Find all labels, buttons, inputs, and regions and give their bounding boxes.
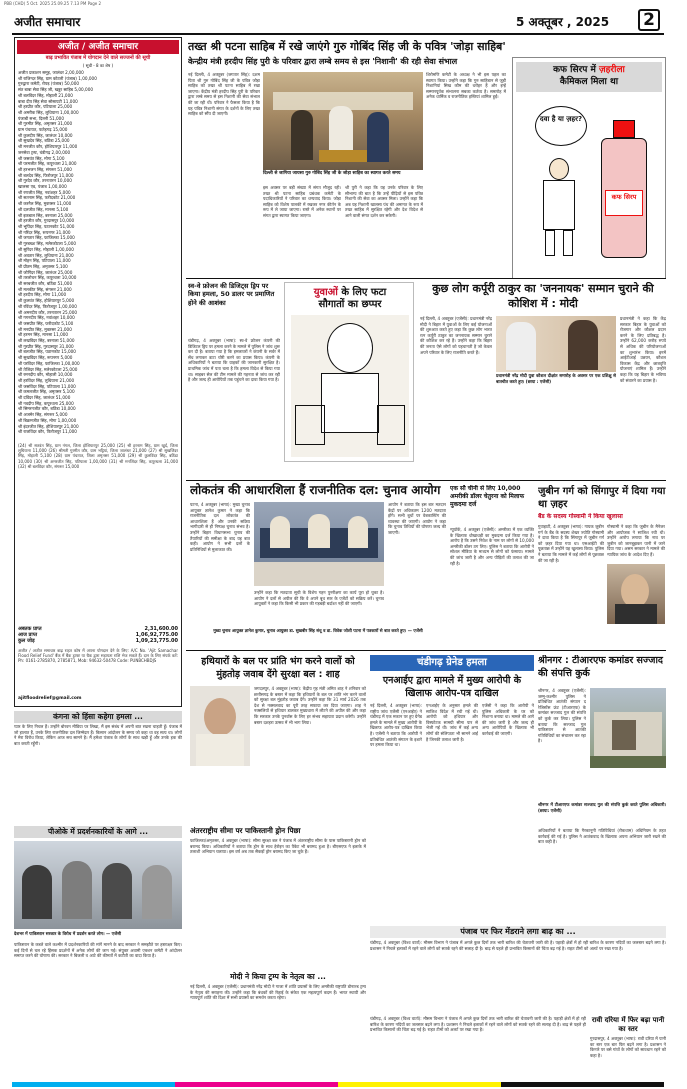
takht-col4: शिरोमणि कमेटी के अध्यक्ष ने भी इस पहल का स्वागत किया। उन्होंने कहा कि गुरु साहिबान से जुड़ी निशानियां सिख कौम की धरोहर हैं और इन्हें सम्मानपूर्वक संभालना सबका कर्तव्य है। समारोह में अनेक धार्मिक व राजनीतिक हस्तियां शामिल हुईं।: [426, 72, 506, 100]
total-row: आज प्राप्त 1,06,92,775.00: [18, 632, 178, 638]
college-body: चंडीगढ़, 4 अक्तूबर (भाषा): स्व-वे फ्रोजन कंपनी की डिजिटल ड्रिप पर हमला करने के मामले में पुलिस ने जांच शुरू कर दी है। बताया गया है कि हमलावरों ने कंपनी के सर्वर में सेंध लगाकर डाटा चोरी करने का प्रयास किया। कंपनी के अधिकारियों ने बताया कि ग्राहकों की जानकारी सुरक्षित है। प्राथमिक जांच में पता चला है कि हमला विदेश से किया गया था। साइबर सेल की टीम मामले की गहनता से जांच कर रही है और जल्द ही आरोपियों तक पहुंचने का दावा किया गया है।: [188, 338, 280, 383]
relief-row: श्री राजिन्दर सिंह, ग्राम कोटली (पंजाब) 1,00,000: [18, 75, 97, 81]
takht-col2: इस अवसर पर बड़ी संख्या में संगत मौजूद रही। तख्त श्री पटना साहिब प्रबंधक कमेटी के पदाधिकारियों ने परिवार का धन्यवाद किया। जोड़ा साहिब को विशेष पालकी में रखकर नगर कीर्तन के रूप में ले जाया जाएगा। रास्ते में अनेक स्थानों पर संगत द्वारा स्वागत किया जाएगा।: [263, 185, 341, 218]
punjab-body: चंडीगढ़, 4 अक्तूबर (विश्व वार्ता): मौसम विभाग ने पंजाब में अगले कुछ दिनों तक भारी बारिश की चेतावनी जारी की है। पहाड़ी क्षेत्रों में हो रही बारिश के कारण नदियों का जलस्तर बढ़ने लगा है। प्रशासन ने निचले इलाकों में रहने वाले लोगों को सतर्क रहने की सलाह दी है। बाढ़ से पहले ही प्रभावित किसानों की चिंता बढ़ गई है। राहत टीमों को अलर्ट पर रखा गया है।: [370, 940, 666, 951]
shah-photo: [190, 686, 250, 766]
punjab-body-cont: चंडीगढ़, 4 अक्तूबर (विश्व वार्ता): मौसम विभाग ने पंजाब में अगले कुछ दिनों तक भारी बारिश की चेतावनी जारी की है। पहाड़ी क्षेत्रों में हो रही बारिश के कारण नदियों का जलस्तर बढ़ने लगा है। प्रशासन ने निचले इलाकों में रहने वाले लोगों को सतर्क रहने की सलाह दी है। बाढ़ से पहले ही प्रभावित किसानों की चिंता बढ़ गई है। राहत टीमों को अलर्ट पर रखा गया है।: [370, 1016, 586, 1033]
relief-row: श्री जसवंत सिंह, मोगा 5,100: [18, 155, 65, 161]
relief-row: श्री मनजीत कौर, होशियारपुर 11,000: [18, 144, 78, 150]
print-slug: PBB (CHD) 5 Oct. 2025 25.09.25 7.13 PM Page 2: [4, 1, 102, 6]
relief-row: अजीत प्रकाशन समूह, जालंधर 2,00,000: [18, 70, 84, 75]
relief-row: श्री कुलदीप सिंह, जालंधर 10,000: [18, 132, 73, 138]
srinagar-caption: श्रीनगर में टीआरएफ कमांडर सज्जाद गुल की संपत्ति कुर्क करते पुलिस अधिकारी। (छाया: एजेंसी): [538, 802, 666, 813]
karpoori-col2: प्रधानमंत्री ने कहा कि केंद्र सरकार बिहार के युवाओं को रोजगार और कौशल प्रदान करने के लिए प्रतिबद्ध है। उन्होंने 62,000 करोड़ रुपये से अधिक की परियोजनाओं का शुभारंभ किया। इनमें आईटीआई उन्नयन, कौशल विकास केंद्र और छात्रवृत्ति योजनाएं शामिल हैं। उन्होंने कहा कि यह बिहार के भविष्य को संवारने का प्रयास है।: [620, 316, 666, 383]
election-photo: [254, 502, 384, 586]
relief-row: श्री सुखविंदर सिंह, रूपनगर 5,000: [18, 355, 73, 361]
relief-row: श्री जसप्रीत सिंह, फरीदकोट 5,100: [18, 320, 74, 326]
college-headline: स्व-वे फ्रोजन की डिजिट्स ड्रिप पर किया हमला, 50 डालर पर प्रमाणित होने की आशंका: [188, 282, 275, 307]
relief-row: श्री बलजीत सिंह, पठानकोट 15,000: [18, 349, 76, 355]
section-rule: [186, 650, 666, 651]
relief-row: श्री राजविंदर कौर, फिरोजपुर 11,000: [18, 429, 77, 435]
relief-row: श्री मनप्रीत सिंह, मुक्तसर 21,000: [18, 326, 72, 332]
youth-banner: [284, 282, 414, 462]
zubeen-photo: [607, 564, 665, 624]
relief-row: श्री तरलोचन सिंह, कपूरथला 10,000: [18, 275, 77, 281]
relief-row: श्री इकबाल सिंह, बरनाला 25,000: [18, 212, 73, 218]
relief-row: पंजाबी सभा, दिल्ली 51,000: [18, 115, 65, 121]
karpoori-headline: कुछ लोग कर्पूरी ठाकुर का 'जननायक' सम्मान चुराने की कोशिश में : मोदी: [432, 282, 654, 310]
relief-row: श्री हरविंदर सिंह, लुधियाना 21,000: [18, 377, 75, 383]
zubeen-body: गुवाहाटी, 4 अक्तूबर (भाषा): गायक जुबीन गर्ग के बैंड के सदस्य शेखर ज्योति गोस्वामी ने दावा किया है कि सिंगापुर में जुबीन गर्ग को ज़हर दिया गया था। एसआईटी की पूछताछ में उन्होंने यह खुलासा किया। पुलिस ने बताया कि मामले में कई लोगों से पूछताछ की जा रही है।: [538, 524, 604, 563]
takht-col3: श्री पुरी ने कहा कि यह उनके परिवार के लिए सौभाग्य की बात है कि उन्हें पीढ़ियों से इस पवित्र निशानी की सेवा का अवसर मिला। उन्होंने कहा कि अब यह निशानी खालसा पंथ की अमानत के रूप में तख्त साहिब में सुरक्षित रहेगी और देश विदेश से आने वाली संगत दर्शन कर सकेगी।: [345, 185, 423, 218]
relief-row: श्री अजमेर सिंह, संगरूर 5,000: [18, 412, 68, 418]
relief-row: बाबा दीप सिंह सेवा सोसायटी 11,000: [18, 98, 78, 104]
cartoon-box: [512, 57, 666, 279]
relief-row: श्री गुरमीत सिंह, अमृतसर 31,000: [18, 121, 73, 127]
relief-row: श्री लखविंदर सिंह, बरनाला 51,000: [18, 338, 75, 344]
grenade-col3: एजेंसी ने कहा कि आरोपी ने पुलिस अधिकारी के घर को निशाना बनाया था। मामले की आगे की जांच जारी है और जल्द ही अन्य आरोपियों के खिलाफ भी कार्रवाई की जाएगी।: [482, 703, 534, 736]
takht-caption: दिल्ली से जागिया जायसा गुरु गोबिंद सिंह जी के जोड़ा साहिब का स्वागत करते समय: [263, 171, 401, 176]
election-col1: पटना, 4 अक्तूबर (भाषा): मुख्य चुनाव आयुक्त ज्ञानेश कुमार ने कहा कि राजनीतिक दल लोकतंत्र की आधारशिला हैं और उनकी सक्रिय भागीदारी से ही निष्पक्ष चुनाव संभव है। उन्होंने बिहार विधानसभा चुनाव की तैयारियों की समीक्षा के बाद यह बात कही। आयोग ने सभी दलों के प्रतिनिधियों से मुलाकात की।: [190, 502, 250, 552]
grenade-col2: एनआईए के अनुसार हमले की साजिश विदेश में रची गई थी। आरोपी को हथियार और विस्फोटक सामग्री सीमा पार से भेजी गई थी। जांच में कई अन्य लोगों की संलिप्तता भी सामने आई है जिनकी तलाश जारी है।: [426, 703, 478, 742]
grenade-banner: चंडीगढ़ ग्रेनेड हमला: [370, 655, 534, 671]
relief-row: श्री गुरदेव कौर, तरनतारन 10,000: [18, 178, 72, 184]
relief-row: श्री कुलवंत सिंह, होशियारपुर 5,000: [18, 298, 75, 304]
ravi-headline: रावी दरिया में फिर बढ़ा पानी का स्तर: [591, 1016, 665, 1033]
pok-caption: देशभर में पाकिस्तान सरकार के विरोध में प्रदर्शन करते लोग। — एजेंसी: [14, 931, 122, 936]
karpoori-caption: प्रधानमंत्री नरेंद्र मोदी युवा कौशल दीक्षांत समारोह के अवसर पर एक प्रशिक्षु से बातचीत करते हुए। (छाया : एजेंसी): [496, 373, 616, 384]
relief-row: श्री प्रीतम सिंह, अमृतसर 5,100: [18, 263, 68, 269]
masthead-rule: [12, 33, 664, 35]
relief-list: [18, 70, 180, 440]
pok-headline: पीओके में प्रदर्शनकारियों के आगे ...: [14, 826, 182, 838]
shah-headline: हथियारों के बल पर प्रांति भंग करने वालों को मुंहतोड़ जवाब देंगे सुरक्षा बल : शाह: [201, 656, 355, 680]
total-row: कुल जोड़ 1,09,23,775.00: [18, 638, 178, 644]
total-row: अबतक प्राप्त 2,31,600.00: [18, 626, 178, 632]
relief-row: जनसेवा ट्रस्ट, चंडीगढ़ 2,00,000: [18, 149, 71, 155]
zubeen-body2: गोस्वामी ने कहा कि जुबीन के मैनेजर और आयोजक ने साजिश रची थी। उन्होंने आरोप लगाया कि नाव पर जुबीन को जानबूझकर पानी में जाने दिया गया। असम सरकार ने मामले की न्यायिक जांच के आदेश दिए हैं।: [607, 524, 665, 557]
relief-sub: ( सूची - 8 का शेष ): [82, 63, 114, 68]
grenade-headline: एनआईए द्वारा मामले में मुख्य आरोपी के खिलाफ आरोप-पत्र दाखिल: [382, 675, 522, 699]
section-rule: [186, 480, 666, 481]
relief-row: श्री सरबजीत कौर, बठिंडा 51,000: [18, 281, 73, 287]
karpoori-photo: [496, 316, 616, 372]
zubeen-headline: जुबीन गर्ग को सिंगापुर में दिया गया था ज़हर: [538, 486, 666, 510]
newspaper-name: अजीत समाचार: [14, 15, 81, 29]
relief-row: श्री अवतार सिंह, लुधियाना 21,000: [18, 252, 74, 258]
fraud-headline: एक सौ चीनी से लिए 10,000 अमरीकी डॉलर चेतुरना को मिलाफ मुकदमा दर्ज: [450, 485, 525, 508]
takht-col1: नई दिल्ली, 4 अक्तूबर (जगतार सिंह): दशम पिता श्री गुरु गोबिंद सिंह जी के पवित्र जोड़ा साहिब को तख्त श्री पटना साहिब में रखा जाएगा। केंद्रीय मंत्री हरदीप सिंह पुरी के परिवार द्वारा लम्बे समय से इस निशानी की सेवा संभाल की जा रही थी। परिवार ने फैसला किया है कि यह पवित्र निशानी संगत के दर्शनों के लिए तख्त साहिब को सौंप दी जाएगी।: [188, 72, 260, 117]
kangana-headline: कंगना को हिंसा कहेगा हमला ...: [14, 711, 182, 723]
relief-row: ग्राम पंचायत, फतेहगढ़ 15,000: [18, 127, 68, 133]
takht-subhead: केन्द्रीय मंत्री हरदीप सिंह पुरी के परिवार द्वारा लम्बे समय से इस 'निशानी' की रही सेवा संभाल: [188, 57, 458, 66]
edition-date: 5 अक्तूबर , 2025: [516, 15, 610, 29]
relief-row: श्री बलविंदर सिंह, मोहाली 21,000: [18, 92, 73, 98]
relief-row: श्री रमनदीप कौर, मोहाली 10,000: [18, 372, 73, 378]
election-headline: लोकतंत्र की आधारशिला हैं राजनीतिक दल: चुनाव आयोग: [190, 483, 441, 497]
relief-row: श्री तेजिंदर सिंह, मलेरकोटला 25,000: [18, 366, 78, 372]
trump-body: नई दिल्ली, 4 अक्तूबर (एजेंसी): प्रधानमंत्री नरेंद्र मोदी ने गाजा में शांति प्रयासों के लिए अमरीकी राष्ट्रपति डोनाल्ड ट्रम्प के नेतृत्व की सराहना की। उन्होंने कहा कि बंधकों की रिहाई के संकेत एक महत्वपूर्ण कदम हैं। भारत स्थायी और न्यायपूर्ण शांति की दिशा में सभी प्रयासों का समर्थन करता रहेगा।: [190, 984, 366, 1001]
punjab-headline: पंजाब पर फिर मेंडराने लगा बाढ़ का ...: [370, 926, 666, 938]
relief-bigtext: (24) श्री सतवंत सिंह, ग्राम नंगल, जिला होशियारपुर 25,000 (25) श्री हरनाम सिंह, ग्राम खुर्द, जिला लुधियाना 11,000 (26) श्रीमती गुरमीत कौर, ग्राम भट्टियां, जिला जालंधर 21,000 (27) श्री सुखजिंदर सिंह, मोहाली 5,100 (28) ग्राम पंचायत, जिला अमृतसर 51,000 (29) श्री कुलविंदर सिंह, बठिंडा 10,000 (30) श्री अमरजीत सिंह, पटियाला 1,00,000 (31) श्री मनजिंदर सिंह, कपूरथला 31,000 (32) श्री बलविंदर कौर, संगरूर 15,000: [18, 443, 178, 469]
section-rule: [186, 278, 666, 279]
relief-box: [14, 37, 182, 707]
relief-row: श्री अमरीक सिंह, लुधियाना 1,00,000: [18, 109, 79, 115]
relief-row: श्री गुरप्रीत सिंह, गुरदासपुर 31,000: [18, 343, 74, 349]
srinagar-headline: श्रीनगर : टीआरएफ कमांडर सज्जाद की संपत्ति कुर्क: [538, 655, 663, 679]
relief-row: श्री करनैल सिंह, मुक्तसर 11,000: [18, 201, 72, 207]
trump-headline: मोदी ने किया ट्रम्प के नेतृत्व का ...: [230, 972, 326, 981]
relief-row: श्री जगतार सिंह, फाजिल्का 15,000: [18, 235, 75, 241]
kangana-body: प्यार के लिए निचल हैं। उन्होंने बोरवन मीडिया पर लिखा, मैं इस संबंध में अपनी बात रखना चाहती हूँ। पंजाब में जो हालात हैं, उनके लिए राजनीतिक दल जिम्मेदार हैं। किसान आंदोलन के समय जो कहा था वह सत्य था। लोगों ने मेरा विरोध किया, लेकिन आज सच सामने है। मैं हमेशा पंजाब के लोगों के साथ खड़ी हूँ और उनके हक की बात करती रहूँगी।: [14, 724, 182, 746]
fraud-body: न्यूयॉर्क, 4 अक्तूबर (एजेंसी): अमरीका में एक व्यक्ति के खिलाफ धोखाधड़ी का मुकदमा दर्ज किया गया है। आरोप है कि उसने निवेश के नाम पर लोगों से 10,000 अमरीकी डॉलर ठग लिए। पुलिस ने बताया कि आरोपी ने सोशल मीडिया के माध्यम से लोगों को फंसाया। मामले की जांच जारी है और अन्य पीड़ितों की तलाश की जा रही है।: [450, 527, 534, 566]
relief-row: श्री नरिंदर सिंह, रूपनगर 31,000: [18, 229, 71, 235]
relief-row: श्री दलजीत सिंह, मानसा 5,100: [18, 206, 69, 212]
relief-row: श्री परमजीत सिंह, कपूरथला 21,000: [18, 161, 77, 167]
relief-row: श्री अमनदीप कौर, तरनतारन 25,000: [18, 309, 78, 315]
youth-title: युवाओं के लिए फटा सौगातों का छप्पर: [313, 287, 387, 310]
pok-photo: [14, 841, 182, 929]
relief-row: खालसा एड, पंजाब 1,00,000: [18, 184, 67, 190]
relief-footer: अजीत / अजीत समाचार बाढ़ राहत कोष में अपना योगदान देने के लिए: A/C No. 'Ajit Samachar Flood Relief Fund' बैंक में बैंक ड्राफ्ट या चैक द्वारा सहायता राशि भेज सकते हैं। दान के लिए संपर्क करें: Ph: 0161-2785870, 2785871, Mob: 94632-50478 Code: PUNBCHBDJS: [18, 648, 178, 663]
grenade-col1: नई दिल्ली, 4 अक्तूबर (भाषा): राष्ट्रीय जांच एजेंसी (एनआईए) ने चंडीगढ़ में एक मकान पर हुए ग्रेनेड हमले के मामले में मुख्य आरोपी के खिलाफ आरोप-पत्र दाखिल किया है। एजेंसी ने बताया कि आरोपी ने प्रतिबंधित आतंकी संगठन के इशारे पर हमला किया था।: [370, 703, 422, 748]
relief-row: श्री मलकीत सिंह, संगरूर 21,000: [18, 286, 72, 292]
karpoori-col1: नई दिल्ली, 4 अक्तूबर (एजेंसी): प्रधानमंत्री नरेंद्र मोदी ने बिहार में युवाओं के लिए कई योजनाओं की शुरुआत करते हुए कहा कि कुछ लोग भारत रत्न कर्पूरी ठाकुर का जननायक सम्मान चुराने की कोशिश कर रहे हैं। उन्होंने कहा कि बिहार की जनता ऐसे लोगों को पहचानती है जो केवल अपने परिवार के लिए राजनीति करते हैं।: [420, 316, 492, 355]
border-headline: अंतरराष्ट्रीय सीमा पर पाकिस्तानी ड्रोन पिछा: [190, 826, 301, 835]
relief-row: गुरुद्वारा कमेटी, रोपड़ (पंजाब) 50,000: [18, 81, 80, 87]
cartoon-man: [533, 158, 585, 258]
relief-row: श्री कमलजीत सिंह, अमृतसर 5,100: [18, 389, 75, 395]
srinagar-body: श्रीनगर, 4 अक्तूबर (एजेंसी): जम्मू-कश्मीर पुलिस ने प्रतिबंधित आतंकी संगठन द रेजिस्टेंस फ्रंट (टीआरएफ) के कमांडर सज्जाद गुल की संपत्ति को कुर्क कर लिया। पुलिस ने बताया कि सज्जाद गुल पाकिस्तान से आतंकी गतिविधियों का संचालन कर रहा है।: [538, 688, 586, 744]
relief-row: संत बाबा सेवा सिंह जी, खडूर साहिब 5,00,000: [18, 87, 94, 93]
relief-row: श्री बलदेव सिंह, फिरोजपुर 11,000: [18, 172, 74, 178]
relief-row: श्री रणजीत सिंह, नवांशहर 5,000: [18, 189, 71, 195]
relief-brand: अजीत / अजीत समाचार: [17, 40, 179, 54]
relief-row: श्री हरदीप सिंह, मोगा 11,000: [18, 292, 67, 298]
relief-row: श्री सिमरनजीत कौर, बठिंडा 10,000: [18, 406, 76, 412]
cartoon-banner: कफ सिरप में ज़हरीला कैमिकल मिला था: [516, 62, 662, 92]
relief-email: ajitfloodrelief@gmail.com: [18, 696, 82, 701]
cartoon-bubble: दवा है या ज़हर?: [535, 106, 587, 146]
pok-body: पाकिस्तान के कब्जे वाले कश्मीर में प्रदर्शनकारियों की मांगें मानने के बाद सरकार ने समझौते पर हस्ताक्षर किए। कई दिनों से चल रहे हिंसक प्रदर्शनों में अनेक लोगों की जान गई। संयुक्त अवामी एक्शन कमेटी ने आंदोलन समाप्त करने की घोषणा की। सरकार ने बिजली व आटे की कीमतों में कटौती का वादा किया है।: [14, 942, 182, 959]
relief-row: श्री मोहन सिंह, पटियाला 11,000: [18, 258, 71, 264]
relief-row: श्री दविंदर सिंह, जालंधर 51,000: [18, 395, 71, 401]
zubeen-subhead: बैंड के सदस्य गोस्वामी ने किया खुलासा: [538, 513, 623, 520]
relief-row: श्री हरमन सिंह, मानसा 11,000: [18, 332, 69, 338]
relief-row: श्री सतनाम सिंह, फरीदकोट 21,000: [18, 195, 76, 201]
relief-row: श्री इंदरजीत सिंह, होशियारपुर 21,000: [18, 423, 79, 429]
relief-row: श्री जोगिंदर सिंह, जालंधर 25,000: [18, 269, 73, 275]
relief-row: श्री हरभजन सिंह, संगरूर 51,000: [18, 166, 72, 172]
page-number: 2: [638, 9, 660, 31]
relief-totals: [18, 626, 178, 644]
takht-headline: तख्त श्री पटना साहिब में रखे जाएंगे गुरु गोबिंद सिंह जी के पवित्र 'जोड़ा साहिब': [188, 40, 506, 53]
ravi-body: गुरदासपुर, 4 अक्तूबर (भाषा): रावी दरिया में पानी का स्तर एक बार फिर बढ़ने लगा है। प्रशासन ने किनारे पर बसे गांवों के लोगों को सावधान रहने को कहा है।: [590, 1036, 666, 1058]
relief-row: श्री गगनदीप सिंह, नवांशहर 10,000: [18, 315, 75, 321]
bottle-label: कफ सिरप: [605, 190, 643, 216]
relief-title: बाढ़ प्रभावित पंजाब में योगदान देने वाले सज्जनों की सूची: [45, 55, 151, 61]
election-col3: आयोग ने बताया कि इस बार मतदान केंद्रों पर अधिकतम 1200 मतदाता होंगे। सभी बूथों पर वेबकास्टिंग की व्यवस्था की जाएगी। आयोग ने कहा कि चुनाव तिथियों की घोषणा जल्द की जाएगी।: [388, 502, 446, 535]
relief-row: श्री जसविंदर सिंह, पटियाला 11,000: [18, 383, 76, 389]
relief-row: श्री गुरबख्श सिंह, मलेरकोटला 5,000: [18, 241, 77, 247]
srinagar-photo: [590, 688, 666, 768]
relief-row: श्री हरप्रीत कौर, पटियाला 25,000: [18, 104, 73, 110]
srinagar-body2: अधिकारियों ने बताया कि गैरकानूनी गतिविधियां (रोकथाम) अधिनियम के तहत कार्रवाई की गई है। पुलिस ने आतंकवाद के खिलाफ अपना अभियान जारी रखने की बात कही है।: [538, 828, 666, 845]
election-col2: उन्होंने कहा कि मतदाता सूची के विशेष गहन पुनरीक्षण का कार्य पूरा हो चुका है। आयोग ने दलों से अपील की कि वे अपने बूथ स्तर के एजेंटों को सक्रिय करें। चुनाव आयुक्तों ने कहा कि किसी भी प्रकार की गड़बड़ी बर्दाश्त नहीं की जाएगी।: [254, 590, 384, 607]
relief-row: श्री परविंदर सिंह, फाजिल्का 1,00,000: [18, 360, 80, 366]
relief-row: श्री नवदीप सिंह, कपूरथला 25,000: [18, 400, 74, 406]
relief-row: श्री सुखदेव सिंह, बठिंडा 25,000: [18, 138, 70, 144]
shah-body: जगदलपुर, 4 अक्तूबर (भाषा): केंद्रीय गृह मंत्री अमित शाह ने शनिवार को छत्तीसगढ़ के बस्तर में कहा कि हथियारों के बल पर शांति भंग करने वालों को सुरक्षा बल मुंहतोड़ जवाब देंगे। उन्होंने कहा कि 31 मार्च 2026 तक देश से नक्सलवाद का पूरी तरह सफाया कर दिया जाएगा। शाह ने नक्सलियों से हथियार डालकर मुख्यधारा में लौटने की अपील की और कहा कि सरकार उनके पुनर्वास के लिए हर संभव सहायता प्रदान करेगी। उन्होंने बस्तर दशहरा उत्सव में भी भाग लिया।: [254, 686, 366, 725]
takht-photo: [263, 72, 423, 170]
border-body: फाजिल्का/अमृतसर, 4 अक्तूबर (भाषा): सीमा सुरक्षा बल ने पंजाब में अंतरराष्ट्रीय सीमा के पास पाकिस्तानी ड्रोन को बरामद किया। अधिकारियों ने बताया कि ड्रोन के साथ हेरोइन का पैकेट भी बरामद हुआ है। बीएसएफ ने इलाके में तलाशी अभियान चलाया। इस वर्ष अब तक सैकड़ों ड्रोन बरामद किए जा चुके हैं।: [190, 838, 366, 855]
color-bar: [12, 1082, 664, 1087]
syrup-bottle: [597, 120, 651, 260]
relief-row: श्री भूपिंदर सिंह, पठानकोट 51,000: [18, 223, 75, 229]
relief-row: श्री बिक्रमजीत सिंह, मोगा 1,00,000: [18, 417, 77, 423]
election-caption: मुख्य चुनाव आयुक्त ज्ञानेश कुमार, चुनाव आयुक्त डा. सुखबीर सिंह संधू व डा. विवेक जोशी पटना में पत्रकारों से बात करते हुए। — एजेंसी: [213, 628, 423, 633]
youth-illustration: [291, 315, 409, 457]
relief-row: श्री सुरिंदर सिंह, मोहाली 1,00,000: [18, 246, 74, 252]
relief-row: श्री रविंदर सिंह, फिरोजपुर 1,00,000: [18, 303, 77, 309]
relief-row: श्री हरजीत कौर, गुरदासपुर 10,000: [18, 218, 75, 224]
